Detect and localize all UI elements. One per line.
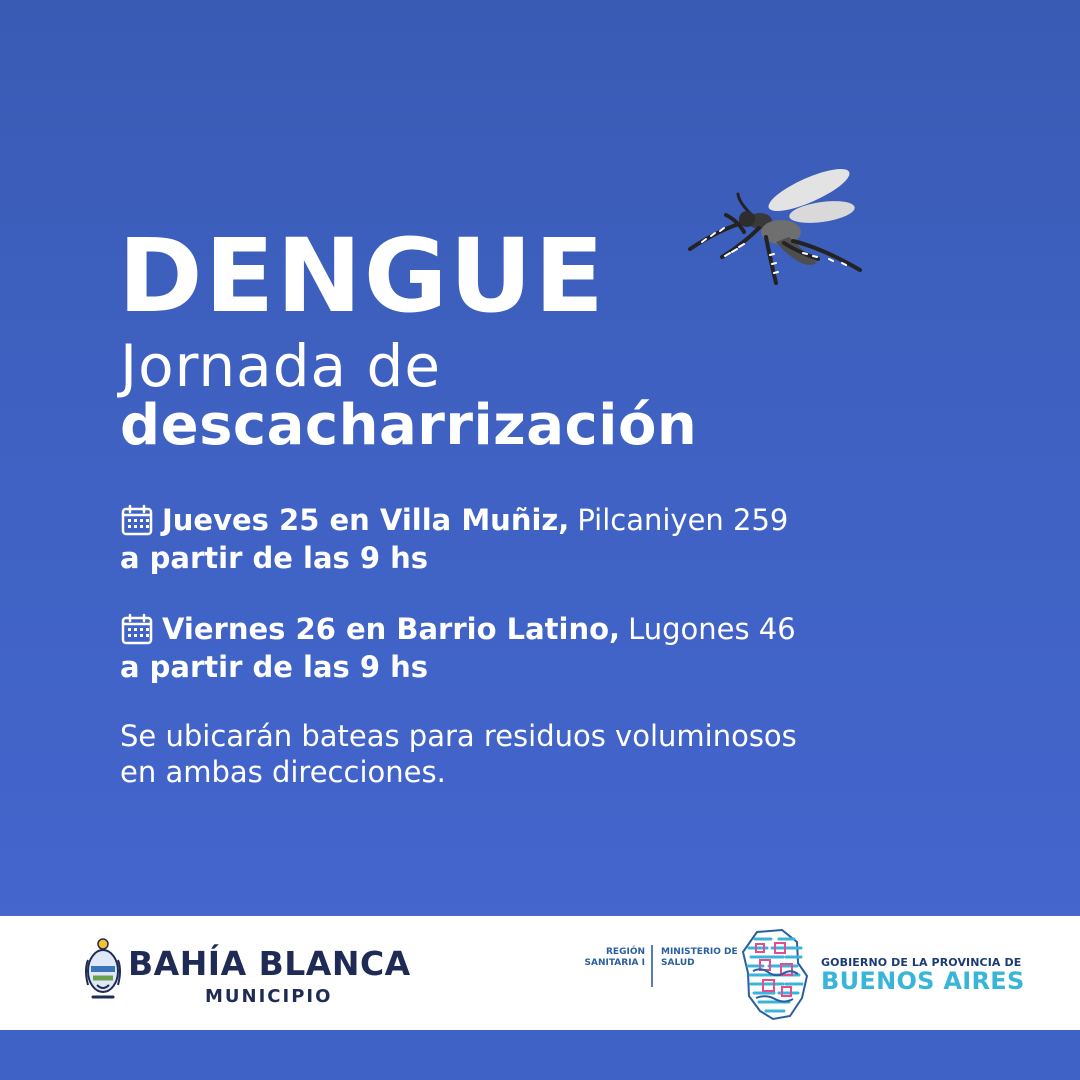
region-divider bbox=[651, 945, 653, 987]
event-2-time: a partir de las 9 hs bbox=[120, 650, 429, 684]
province-small-title: GOBIERNO DE LA PROVINCIA DE bbox=[821, 956, 1022, 969]
event-1 bbox=[120, 501, 788, 577]
municipality-subtitle: MUNICIPIO bbox=[205, 986, 333, 1007]
mosquito-illustration bbox=[682, 165, 867, 295]
ministry-label bbox=[661, 947, 738, 969]
municipality-title: BAHÍA BLANCA bbox=[128, 944, 411, 983]
note-line-1: Se ubicarán bateas para residuos voluminosos bbox=[120, 719, 797, 753]
calendar-icon bbox=[120, 612, 154, 646]
event-1-bold-text: Jueves 25 en Villa Muñiz, bbox=[162, 503, 570, 537]
municipal-shield-icon bbox=[83, 937, 123, 1003]
provincial-map-emblem bbox=[739, 924, 812, 1022]
event-2 bbox=[120, 610, 796, 686]
event-2-bold-text: Viernes 26 en Barrio Latino, bbox=[162, 612, 621, 646]
event-2-regular-text: Lugones 46 bbox=[628, 612, 796, 646]
information-note bbox=[120, 718, 880, 790]
note-line-2: en ambas direcciones. bbox=[120, 755, 446, 789]
ministry-line-1: MINISTERIO DE bbox=[661, 947, 738, 957]
poster-subtitle-line-1: Jornada de bbox=[120, 332, 442, 400]
event-2-line bbox=[120, 610, 796, 648]
event-1-regular-text: Pilcaniyen 259 bbox=[577, 503, 789, 537]
health-region-block bbox=[583, 947, 738, 989]
bottom-strip bbox=[0, 1030, 1080, 1080]
region-label bbox=[583, 947, 645, 969]
ministry-line-2: SALUD bbox=[661, 958, 695, 968]
event-1-line bbox=[120, 501, 788, 539]
region-line-1: REGIÓN bbox=[606, 947, 645, 957]
calendar-icon bbox=[120, 503, 154, 537]
province-big-title: BUENOS AIRES bbox=[821, 967, 1025, 995]
region-line-2: SANITARIA I bbox=[584, 958, 645, 968]
poster-subtitle-line-2: descacharrización bbox=[120, 393, 698, 458]
event-1-time: a partir de las 9 hs bbox=[120, 541, 429, 575]
poster-title: DENGUE bbox=[118, 217, 606, 336]
